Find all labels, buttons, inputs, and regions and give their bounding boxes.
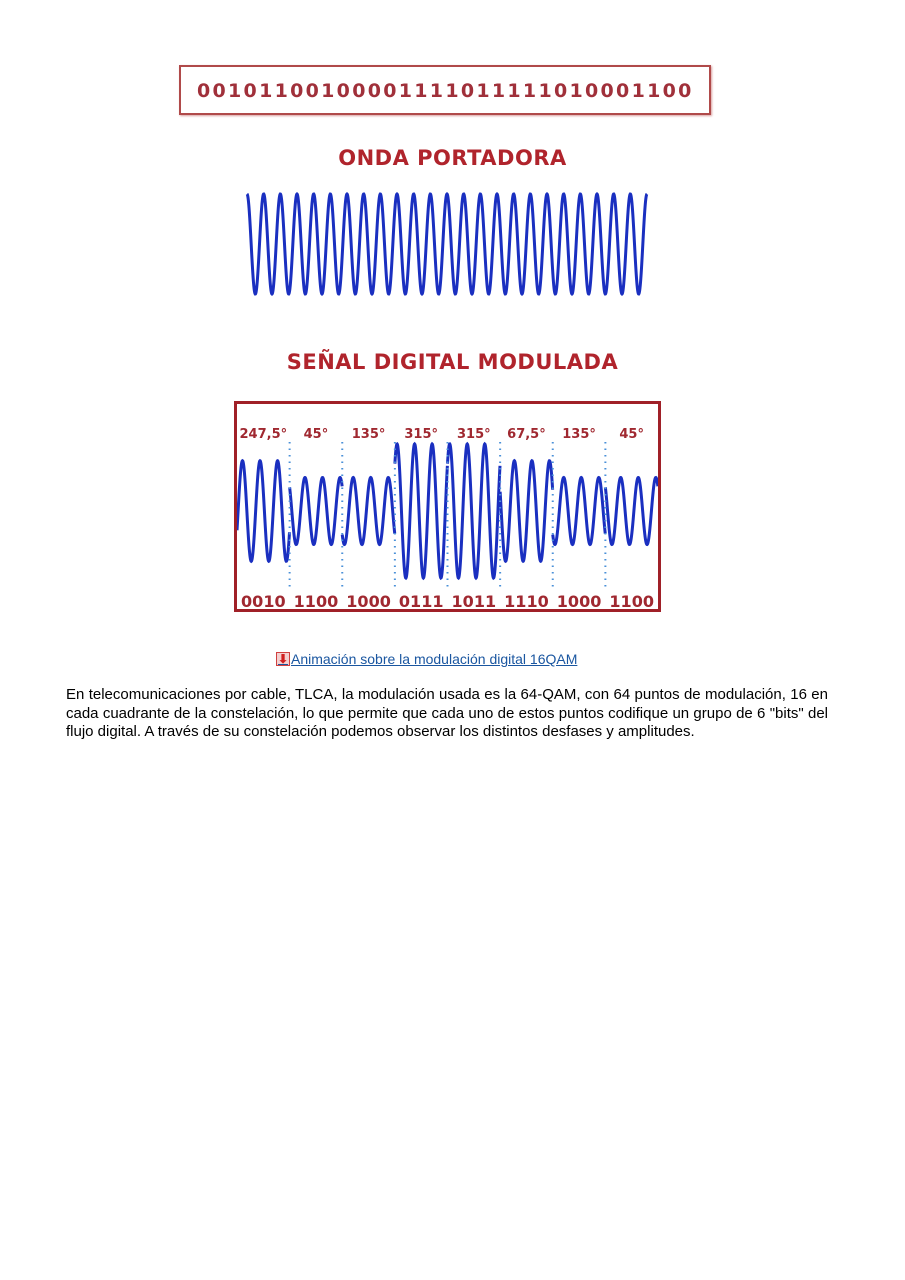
modulated-wave-segment xyxy=(553,478,606,545)
phase-label: 45° xyxy=(619,427,644,442)
download-icon: ⬇ xyxy=(277,652,289,666)
bits-label: 0111 xyxy=(398,592,444,611)
phase-label: 315° xyxy=(456,427,491,442)
modulated-wave-segment xyxy=(448,444,501,578)
phase-label: 247,5° xyxy=(239,427,288,442)
phase-label: 135° xyxy=(351,427,386,442)
bit-stream: 00101100100001111011111010001100 xyxy=(197,80,694,102)
phase-label: 45° xyxy=(303,427,329,442)
animation-link[interactable] xyxy=(276,651,577,667)
phase-label: 315° xyxy=(404,427,439,442)
modulated-signal-figure xyxy=(234,401,661,612)
phase-label: 135° xyxy=(562,427,596,442)
bits-label: 1100 xyxy=(609,592,654,611)
bits-label: 1110 xyxy=(504,592,549,611)
modulated-wave-segment xyxy=(342,478,395,545)
modulated-wave-segment xyxy=(395,444,448,578)
modulated-wave-segment xyxy=(500,461,553,562)
modulated-wave-segment xyxy=(605,478,658,545)
bits-label: 0010 xyxy=(241,592,286,611)
carrier-wave xyxy=(240,185,655,305)
carrier-title: ONDA PORTADORA xyxy=(338,146,567,170)
modulated-title: SEÑAL DIGITAL MODULADA xyxy=(286,350,619,374)
modulated-wave-segment xyxy=(290,478,343,545)
body-paragraph: En telecomunicaciones por cable, TLCA, la modulación usada es la 64-QAM, con 64 puntos de modulación, 16 en cada cuadrante de la constelación, lo que permite que cada uno de estos puntos codifique un grupo de 6 "bits" del flujo digital. A través de su constelación podemos observar los distintos desfases y amplitudes. xyxy=(66,686,828,740)
animation-link-label[interactable]: Animación sobre la modulación digital 16QAM xyxy=(291,651,578,667)
bit-stream-box xyxy=(179,65,711,115)
bits-label: 1011 xyxy=(451,592,497,611)
bits-label: 1000 xyxy=(556,592,602,611)
carrier-wave-line xyxy=(247,194,647,294)
modulated-wave-segment xyxy=(237,461,290,562)
phase-label: 67,5° xyxy=(507,427,546,442)
bits-label: 1000 xyxy=(346,592,391,611)
bits-label: 1100 xyxy=(293,592,339,611)
